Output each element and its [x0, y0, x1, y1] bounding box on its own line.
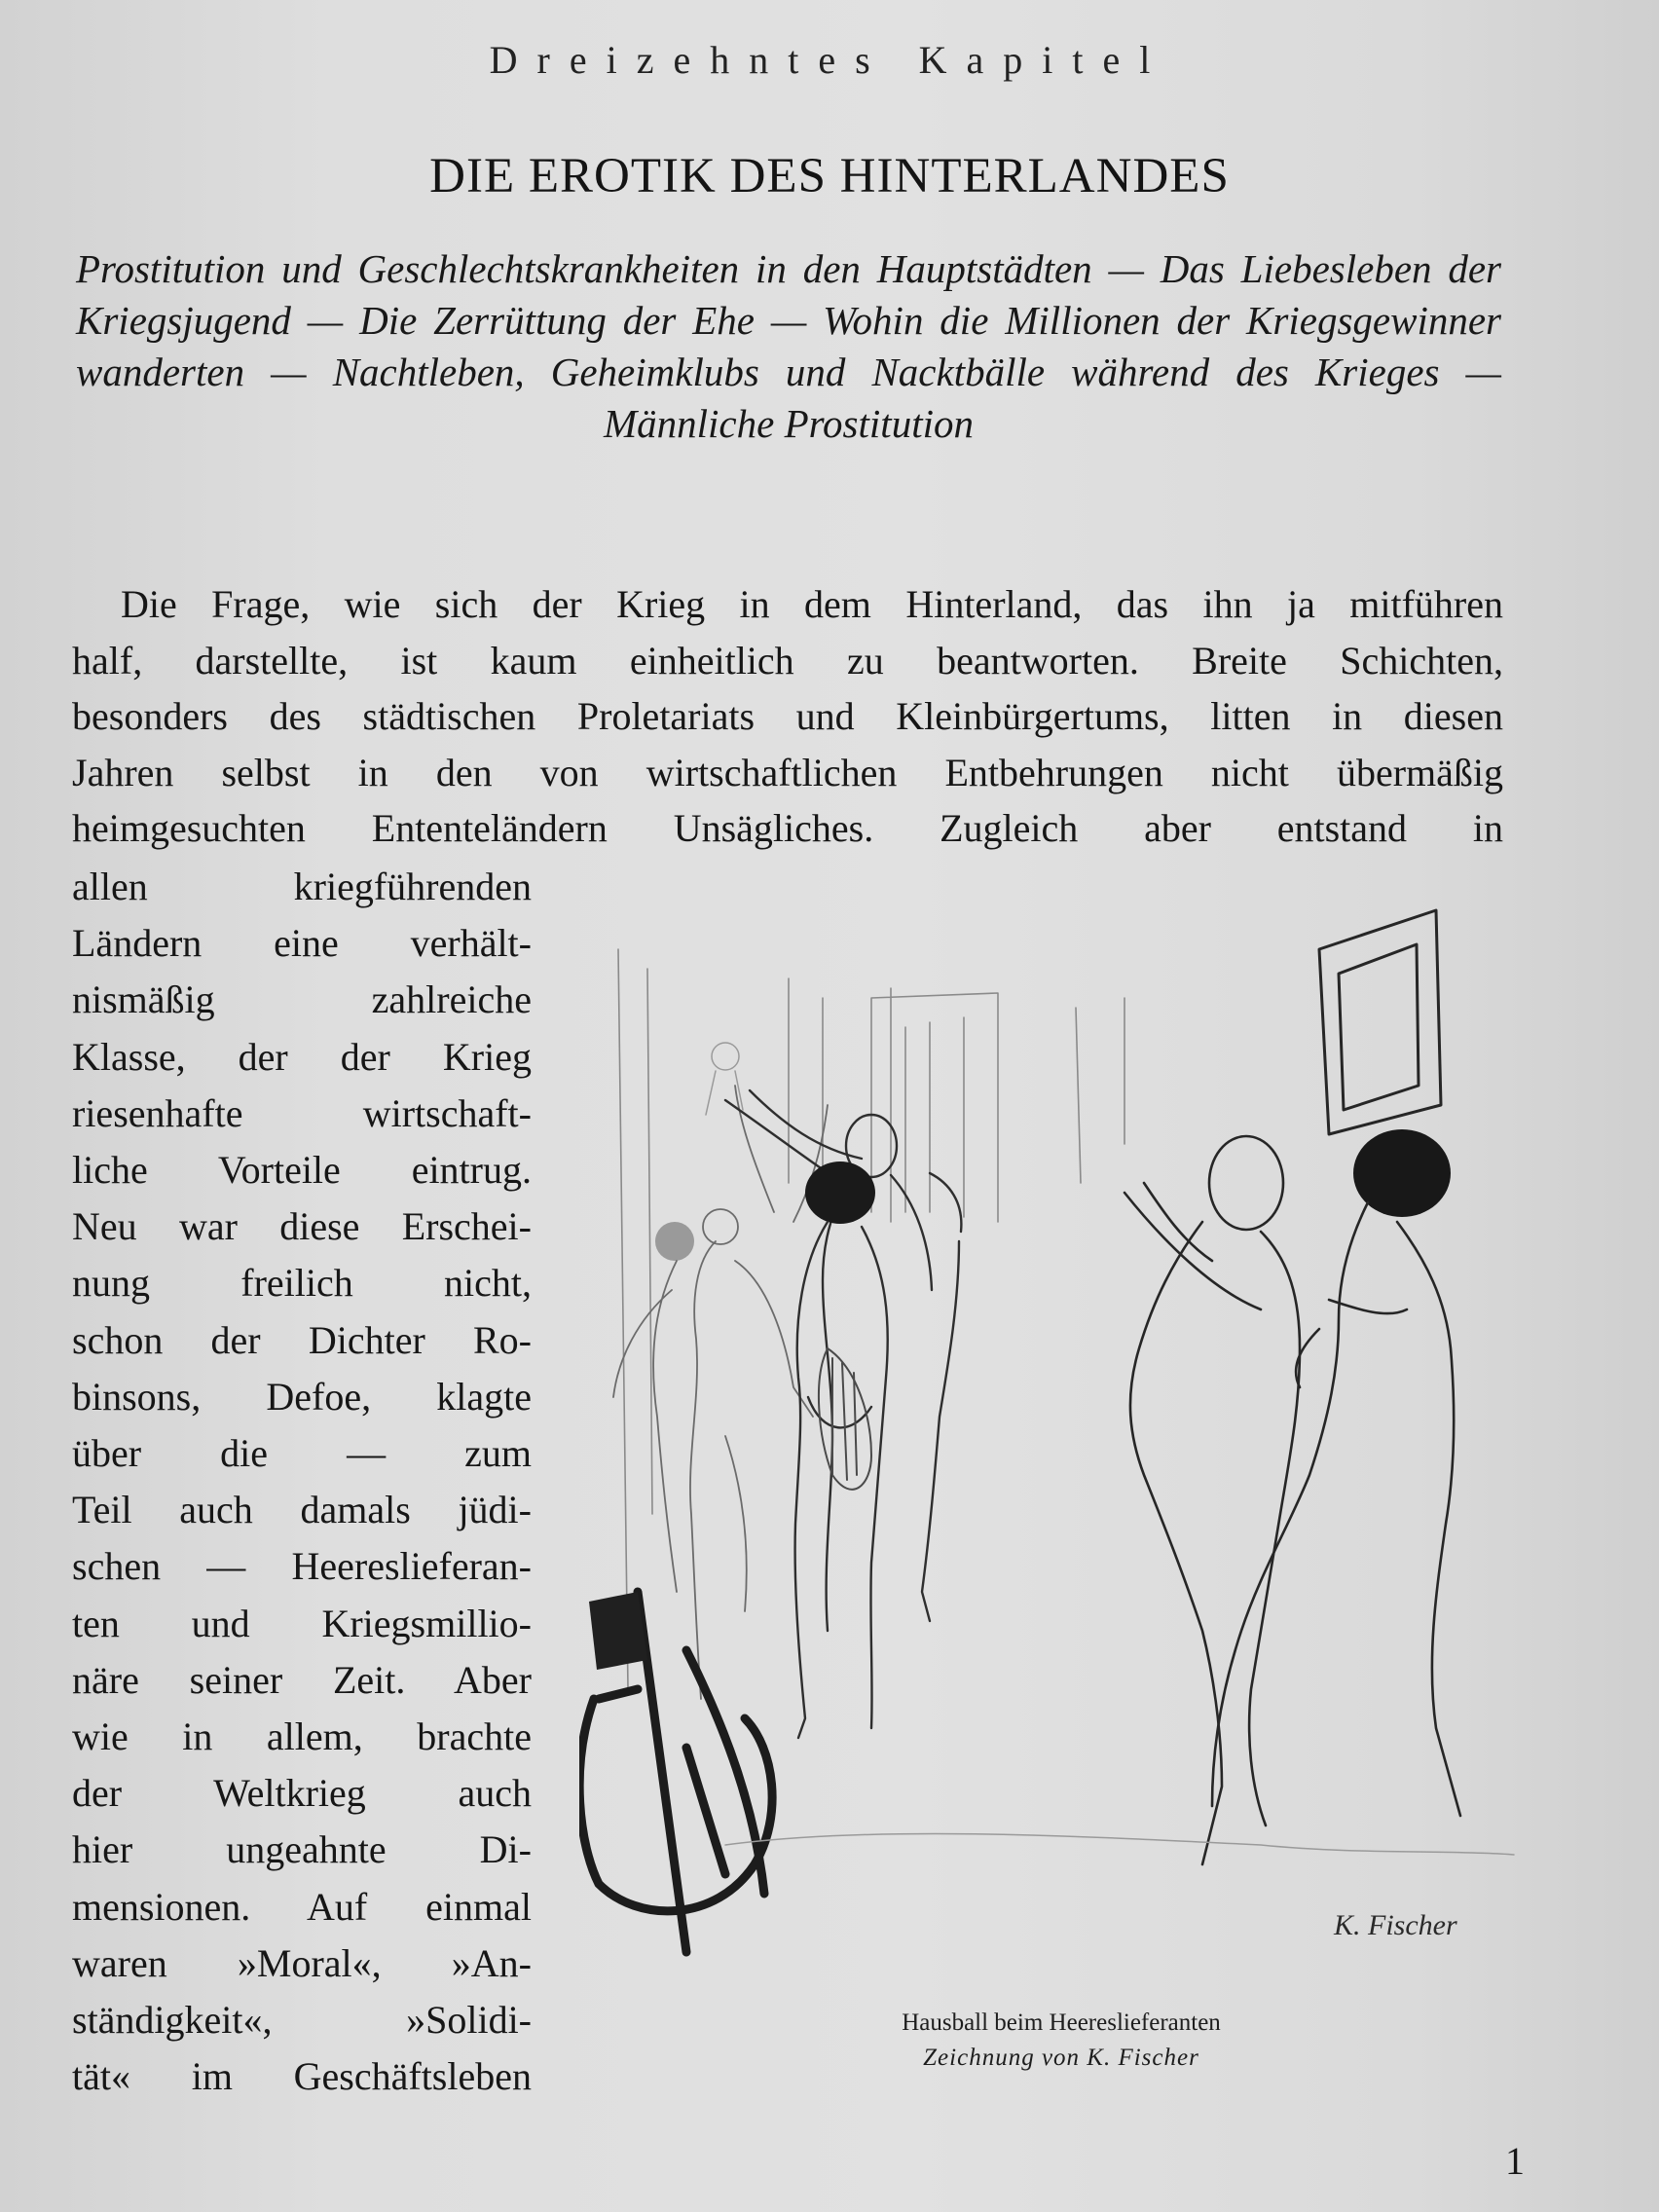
body-line: mensionen. Auf einmal — [72, 1884, 532, 1929]
body-line: schon der Dichter Ro- — [72, 1317, 532, 1362]
body-line: waren »Moral«, »An- — [72, 1940, 532, 1985]
page-number: 1 — [1505, 2139, 1525, 2183]
chapter-summary: Prostitution und Geschlechtskrankheiten in den Hauptstädten — Das Liebesleben der Kriegsjugend — Die Zerrüttung der Ehe — Wohin die Millionen der Kriegsgewinner wanderten — Nachtleben, Geheimklubs und Nacktbälle während des Krieges — Männliche Prostitution — [76, 246, 1501, 446]
body-line: liche Vorteile eintrug. — [72, 1148, 532, 1193]
body-line: nismäßig zahlreiche — [72, 977, 532, 1022]
small-chair — [819, 1348, 871, 1490]
body-line: binsons, Defoe, klagte — [72, 1374, 532, 1419]
body-line: hier ungeahnte Di- — [72, 1827, 532, 1872]
body-line: der Weltkrieg auch — [72, 1771, 532, 1816]
body-line: nung freilich nicht, — [72, 1261, 532, 1306]
body-line: riesenhafte wirtschaft- — [72, 1090, 532, 1135]
body-line: allen kriegführenden — [72, 865, 532, 908]
body-line: Ländern eine verhält- — [72, 921, 532, 966]
floor-lines — [725, 1833, 1514, 1855]
chair-back-dark — [589, 1592, 647, 1670]
illustration-caption — [769, 2006, 1353, 2076]
caption-title: Hausball beim Heereslieferanten — [902, 2009, 1221, 2036]
body-line: über die — zum — [72, 1431, 532, 1476]
caption-credit: Zeichnung von K. Fischer — [923, 2045, 1199, 2071]
body-line: Teil auch damals jüdi- — [72, 1488, 532, 1532]
body-line: besonders des städtischen Proletariats und Kleinbürgertums, litten in diesen — [72, 694, 1503, 738]
body-line: half, darstellte, ist kaum einheitlich zu beantworten. Breite Schichten, — [72, 638, 1503, 682]
dancing-couple — [1124, 1129, 1460, 1864]
body-line: näre seiner Zeit. Aber — [72, 1657, 532, 1702]
illustration-drawing — [579, 891, 1533, 1981]
body-line: Die Frage, wie sich der Krieg in dem Hinterland, das ihn ja mitführen — [121, 582, 1503, 626]
picture-frame — [1319, 910, 1441, 1134]
body-line: ständigkeit«, »Solidi- — [72, 1998, 532, 2043]
body-line: Jahren selbst in den von wirtschaftlichen Entbehrungen nicht übermäßig — [72, 750, 1503, 794]
body-line: heimgesuchten Ententeländern Unsägliches. Zugleich aber entstand in — [72, 806, 1503, 850]
body-text-wide — [72, 576, 1503, 857]
body-line: tät« im Geschäftsleben — [72, 2054, 532, 2099]
body-line: Neu war diese Erschei- — [72, 1204, 532, 1249]
body-line: schen — Heereslieferan- — [72, 1544, 532, 1589]
body-line: ten und Kriegsmillio- — [72, 1601, 532, 1645]
chapter-label: Dreizehntes Kapitel — [489, 38, 1170, 82]
body-line: wie in allem, brachte — [72, 1714, 532, 1759]
illustration-signature: K. Fischer — [1334, 1909, 1457, 1941]
body-line: Klasse, der der Krieg — [72, 1034, 532, 1079]
chapter-title: DIE EROTIK DES HINTERLANDES — [429, 149, 1230, 203]
body-text-column — [72, 859, 532, 2105]
